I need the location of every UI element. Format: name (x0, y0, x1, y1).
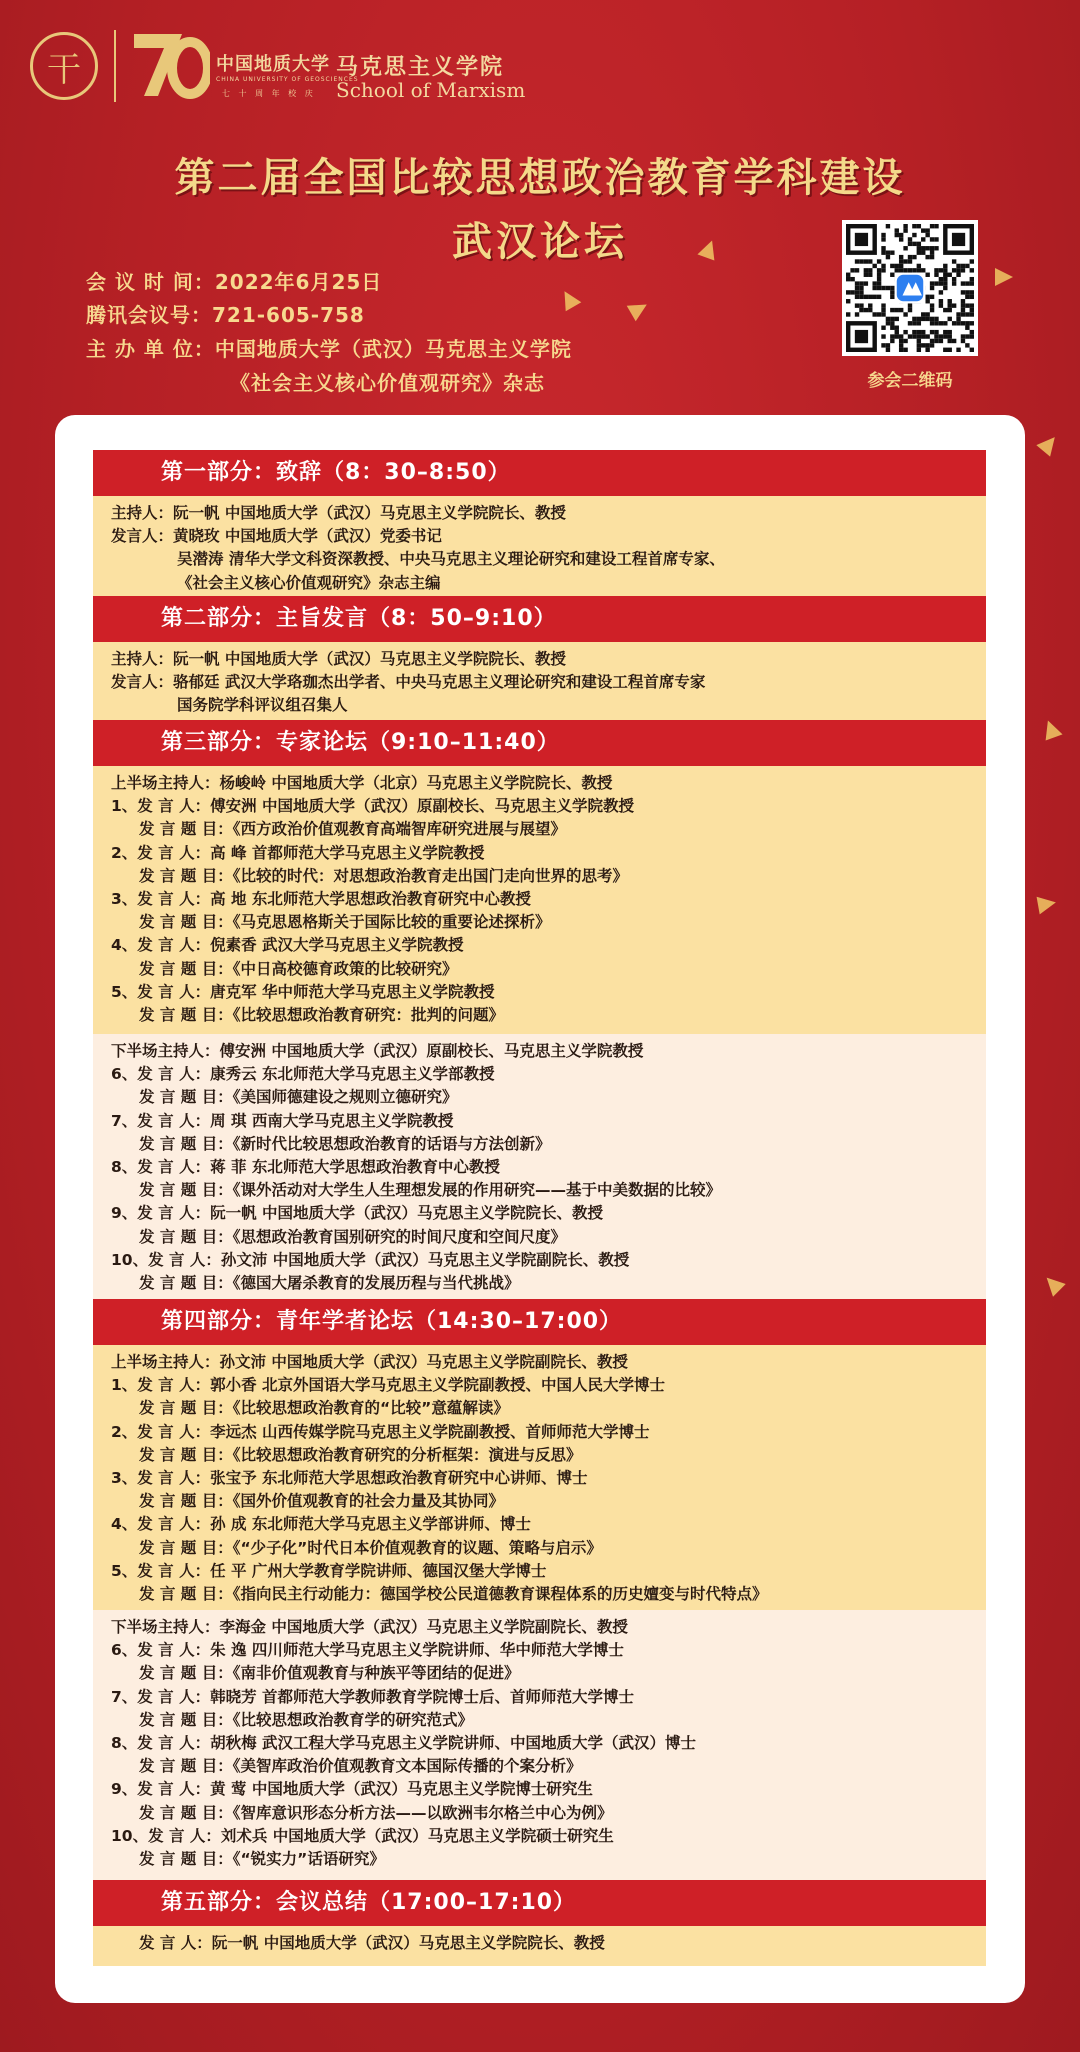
qr-code-pattern (846, 224, 974, 352)
logo-divider (114, 30, 116, 102)
agenda-line: 9、发 言 人：阮一帆 中国地质大学（武汉）马克思主义学院院长、教授 (111, 1204, 603, 1223)
agenda-line: 发 言 题 目：《课外活动对大学生人生理想发展的作用研究——基于中美数据的比较》 (139, 1181, 721, 1200)
agenda-line: 上半场主持人：孙文沛 中国地质大学（武汉）马克思主义学院副院长、教授 (111, 1353, 628, 1371)
tencent-meeting-id: 腾讯会议号：721-605-758 (86, 303, 365, 327)
agenda-line: 发 言 题 目：《比较思想政治教育研究：批判的问题》 (139, 1006, 504, 1025)
agenda-line: 主持人：阮一帆 中国地质大学（武汉）马克思主义学院院长、教授 (111, 650, 566, 668)
agenda-line: 8、发 言 人：胡秋梅 武汉工程大学马克思主义学院讲师、中国地质大学（武汉）博士 (111, 1734, 696, 1753)
agenda-line: 6、发 言 人：朱 逸 四川师范大学马克思主义学院讲师、华中师范大学博士 (111, 1641, 624, 1660)
agenda-line: 7、发 言 人：周 琪 西南大学马克思主义学院教授 (111, 1111, 454, 1130)
agenda-line: 发 言 题 目：《“锐实力”话语研究》 (139, 1850, 385, 1869)
agenda-line: 发 言 题 目：《西方政治价值观教育高端智库研究进展与展望》 (139, 820, 566, 839)
agenda-line: 4、发 言 人：倪素香 武汉大学马克思主义学院教授 (111, 936, 464, 955)
agenda-line: 《社会主义核心价值观研究》杂志主编 (177, 573, 441, 592)
agenda-line: 发 言 题 目：《德国大屠杀教育的发展历程与当代挑战》 (139, 1274, 520, 1293)
confetti-decoration (995, 268, 1013, 286)
seal-char: 干 (47, 49, 81, 90)
section-header: 第二部分：主旨发言（8：50–9:10） (93, 596, 986, 642)
agenda-block (93, 642, 986, 720)
host-organization: 主 办 单 位：中国地质大学（武汉）马克思主义学院 (86, 337, 572, 361)
agenda-line: 发 言 题 目：《“少子化”时代日本价值观教育的议题、策略与启示》 (139, 1538, 602, 1557)
section-header: 第四部分：青年学者论坛（14:30–17:00） (93, 1299, 986, 1345)
agenda-line: 6、发 言 人：康秀云 东北师范大学马克思主义学部教授 (111, 1065, 495, 1084)
section-header: 第三部分：专家论坛（9:10–11:40） (93, 720, 986, 766)
confetti-decoration (1039, 717, 1062, 740)
agenda-line: 国务院学科评议组召集人 (177, 696, 348, 715)
qr-code[interactable] (842, 220, 978, 356)
university-seal-logo (30, 32, 98, 100)
agenda-line: 吴潜涛 清华大学文科资深教授、中央马克思主义理论研究和建设工程首席专家、 (177, 550, 725, 569)
school-name-en: School of Marxism (336, 78, 526, 102)
confetti-decoration (557, 287, 582, 312)
meeting-time: 会 议 时 间：2022年6月25日 (86, 270, 383, 294)
agenda-line: 发 言 题 目：《马克思恩格斯关于国际比较的重要论述探析》 (139, 913, 551, 932)
agenda-line: 发 言 题 目：《比较思想政治教育的“比较”意蕴解读》 (139, 1399, 509, 1418)
agenda-block (93, 1345, 986, 1610)
page-title-line2: 武汉论坛 (452, 219, 628, 265)
agenda-line: 10、发 言 人：孙文沛 中国地质大学（武汉）马克思主义学院副院长、教授 (111, 1250, 630, 1269)
agenda-line: 发言人：骆郁廷 武汉大学珞珈杰出学者、中央马克思主义理论研究和建设工程首席专家 (111, 673, 706, 692)
agenda-block (93, 1926, 986, 1966)
confetti-decoration (1040, 1271, 1065, 1296)
anniversary-text: 七 十 周 年 校 庆 (222, 89, 316, 98)
confetti-decoration (1037, 894, 1058, 915)
agenda-line: 1、发 言 人：郭小香 北京外国语大学马克思主义学院副教授、中国人民大学博士 (111, 1376, 665, 1395)
section-header: 第一部分：致辞（8：30–8:50） (93, 450, 986, 496)
agenda-line: 5、发 言 人：唐克军 华中师范大学马克思主义学院教授 (111, 982, 495, 1001)
agenda-line: 上半场主持人：杨峻岭 中国地质大学（北京）马克思主义学院院长、教授 (111, 774, 613, 792)
confetti-decoration (627, 297, 652, 322)
agenda-line: 9、发 言 人：黄 莺 中国地质大学（武汉）马克思主义学院博士研究生 (111, 1780, 593, 1799)
university-name-en: CHINA UNIVERSITY OF GEOSCIENCES (216, 76, 359, 83)
agenda-line: 发 言 题 目：《中日高校德育政策的比较研究》 (139, 959, 458, 978)
agenda-block (93, 1034, 986, 1299)
agenda-line: 下半场主持人：傅安洲 中国地质大学（武汉）原副校长、马克思主义学院教授 (111, 1042, 644, 1060)
agenda-line: 主持人：阮一帆 中国地质大学（武汉）马克思主义学院院长、教授 (111, 504, 566, 522)
agenda-line: 发 言 题 目：《思想政治教育国别研究的时间尺度和空间尺度》 (139, 1227, 566, 1246)
seventy-anniversary-logo (130, 28, 210, 100)
host-journal: 《社会主义核心价值观研究》杂志 (230, 371, 545, 395)
agenda-line: 发 言 题 目：《国外价值观教育的社会力量及其协同》 (139, 1492, 504, 1511)
agenda-line: 发 言 题 目：《新时代比较思想政治教育的话语与方法创新》 (139, 1134, 551, 1153)
agenda-line: 发 言 题 目：《指向民主行动能力：德国学校公民道德教育课程体系的历史嬗变与时代特点》 (139, 1585, 768, 1604)
agenda-line: 2、发 言 人：高 峰 首都师范大学马克思主义学院教授 (111, 843, 485, 862)
agenda-line: 4、发 言 人：孙 成 东北师范大学马克思主义学部讲师、博士 (111, 1515, 531, 1534)
agenda-line: 1、发 言 人：傅安洲 中国地质大学（武汉）原副校长、马克思主义学院教授 (111, 797, 634, 816)
agenda-line: 发 言 人：阮一帆 中国地质大学（武汉）马克思主义学院院长、教授 (139, 1934, 605, 1952)
agenda-block (93, 766, 986, 1034)
agenda-line: 2、发 言 人：李远杰 山西传媒学院马克思主义学院副教授、首师师范大学博士 (111, 1422, 650, 1441)
agenda-line: 发 言 题 目：《比较思想政治教育学的研究范式》 (139, 1710, 473, 1729)
agenda-line: 3、发 言 人：张宝予 东北师范大学思想政治教育研究中心讲师、博士 (111, 1469, 588, 1488)
page-title-line1: 第二届全国比较思想政治教育学科建设 (174, 155, 906, 201)
university-name-cn: 中国地质大学 (216, 54, 330, 75)
agenda-line: 3、发 言 人：高 地 东北师范大学思想政治教育研究中心教授 (111, 890, 531, 909)
agenda-line: 发 言 题 目：《美智库政治价值观教育文本国际传播的个案分析》 (139, 1757, 582, 1776)
section-header: 第五部分：会议总结（17:00–17:10） (93, 1880, 986, 1926)
agenda-line: 发 言 题 目：《比较的时代：对思想政治教育走出国门走向世界的思考》 (139, 866, 628, 885)
confetti-decoration (1036, 431, 1061, 456)
agenda-line: 发 言 题 目：《美国师德建设之规则立德研究》 (139, 1088, 458, 1107)
agenda-line: 发言人：黄晓玫 中国地质大学（武汉）党委书记 (111, 527, 442, 546)
qr-code-label: 参会二维码 (867, 371, 953, 391)
agenda-line: 10、发 言 人：刘术兵 中国地质大学（武汉）马克思主义学院硕士研究生 (111, 1826, 614, 1845)
agenda-block (93, 496, 986, 596)
school-name-cn: 马克思主义学院 (336, 54, 505, 80)
agenda-line: 发 言 题 目：《南非价值观教育与种族平等团结的促进》 (139, 1664, 520, 1683)
agenda-line: 7、发 言 人：韩晓芳 首都师范大学教师教育学院博士后、首师师范大学博士 (111, 1687, 634, 1706)
agenda-line: 发 言 题 目：《比较思想政治教育研究的分析框架：演进与反思》 (139, 1445, 582, 1464)
agenda-line: 下半场主持人：李海金 中国地质大学（武汉）马克思主义学院副院长、教授 (111, 1618, 628, 1636)
agenda-line: 5、发 言 人：任 平 广州大学教育学院讲师、德国汉堡大学博士 (111, 1561, 547, 1580)
agenda-line: 发 言 题 目：《智库意识形态分析方法——以欧洲韦尔格兰中心为例》 (139, 1803, 613, 1822)
agenda-block (93, 1610, 986, 1880)
agenda-line: 8、发 言 人：蒋 菲 东北师范大学思想政治教育中心教授 (111, 1158, 500, 1177)
